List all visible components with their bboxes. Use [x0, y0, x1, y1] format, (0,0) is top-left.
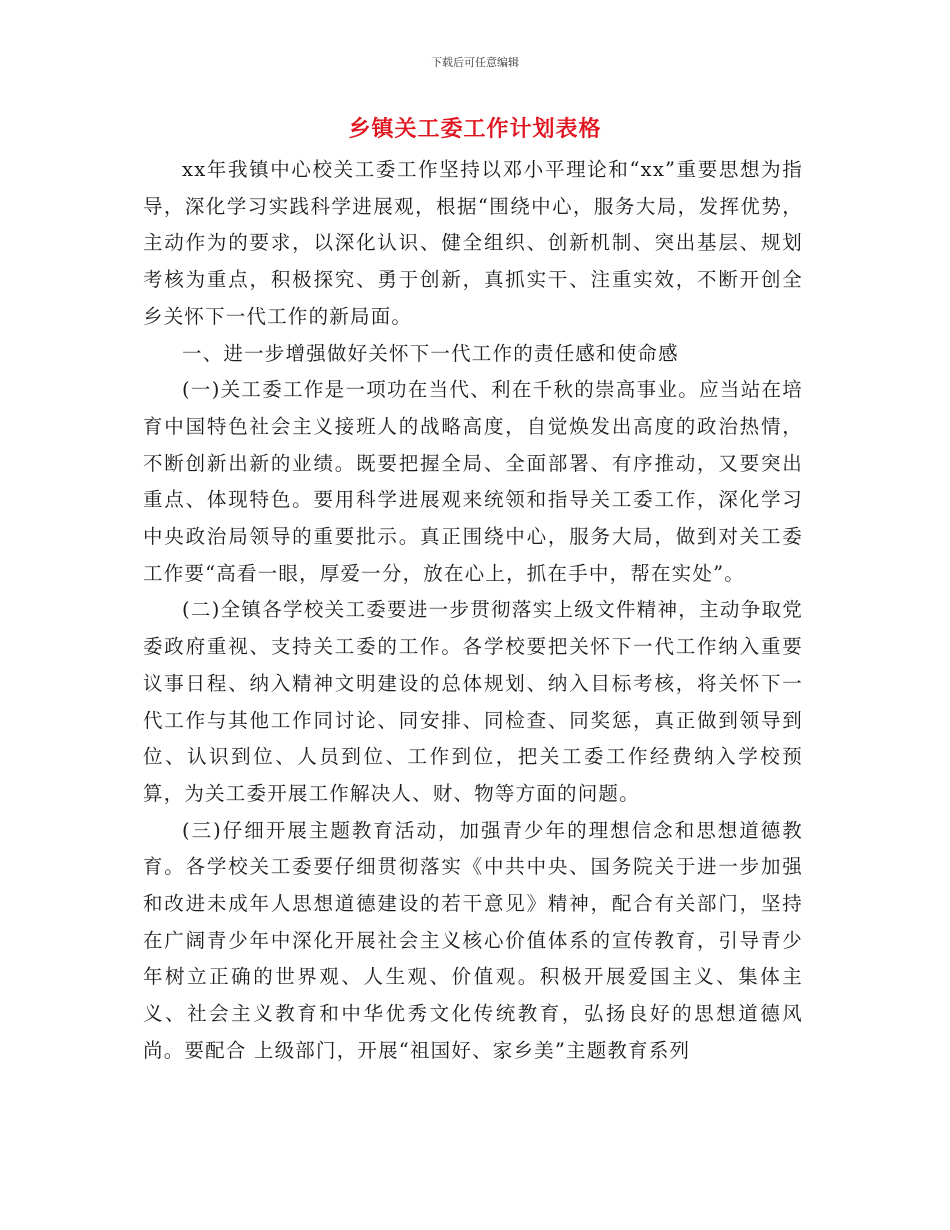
- document-body: [143, 152, 803, 1070]
- paragraph-item-2: (二)全镇各学校关工委要进一步贯彻落实上级文件精神，主动争取党委政府重视、支持关工委的工作。各学校要把关怀下一代工作纳入重要议事日程、纳入精神文明建设的总体规划、纳入目标考核，将关怀下一代工作与其他工作同讨论、同安排、同检查、同奖惩，真正做到领导到位、认识到位、人员到位、工作到位，把关工委工作经费纳入学校预算，为关工委开展工作解决人、财、物等方面的问题。: [143, 598, 803, 805]
- paragraph-item-1: (一)关工委工作是一项功在当代、利在千秋的崇高事业。应当站在培育中国特色社会主义接班人的战略高度，自觉焕发出高度的政治热情，不断创新出新的业绩。既要把握全局、全面部署、有序推动，又要突出重点、体现特色。要用科学进展观来统领和指导关工委工作，深化学习中央政治局领导的重要批示。真正围绕中心，服务大局，做到对关工委工作要“高看一眼，厚爱一分，放在心上，抓在手中，帮在实处”。: [143, 378, 803, 585]
- header-note: 下载后可任意编辑: [431, 56, 519, 69]
- document-title: 乡镇关工委工作计划表格: [348, 117, 602, 142]
- paragraph-intro: xx年我镇中心校关工委工作坚持以邓小平理论和“xx”重要思想为指导，深化学习实践科学进展观，根据“围绕中心，服务大局，发挥优势，主动作为的要求，以深化认识、健全组织、创新机制、突出基层、规划考核为重点，积极探究、勇于创新，真抓实干、注重实效，不断开创全乡关怀下一代工作的新局面。: [143, 158, 803, 328]
- section-heading-1: 一、进一步增强做好关怀下一代工作的责任感和使命感: [182, 341, 679, 365]
- paragraph-item-3: (三)仔细开展主题教育活动，加强青少年的理想信念和思想道德教育。各学校关工委要仔细贯彻落实《中共中央、国务院关于进一步加强和改进未成年人思想道德建设的若干意见》精神，配合有关部门，坚持在广阔青少年中深化开展社会主义核心价值体系的宣传教育，引导青少年树立正确的世界观、人生观、价值观。积极开展爱国主义、集体主义、社会主义教育和中华优秀文化传统教育，弘扬良好的思想道德风尚。要配合 上级部门，开展“祖国好、家乡美”主题教育系列: [143, 818, 803, 1062]
